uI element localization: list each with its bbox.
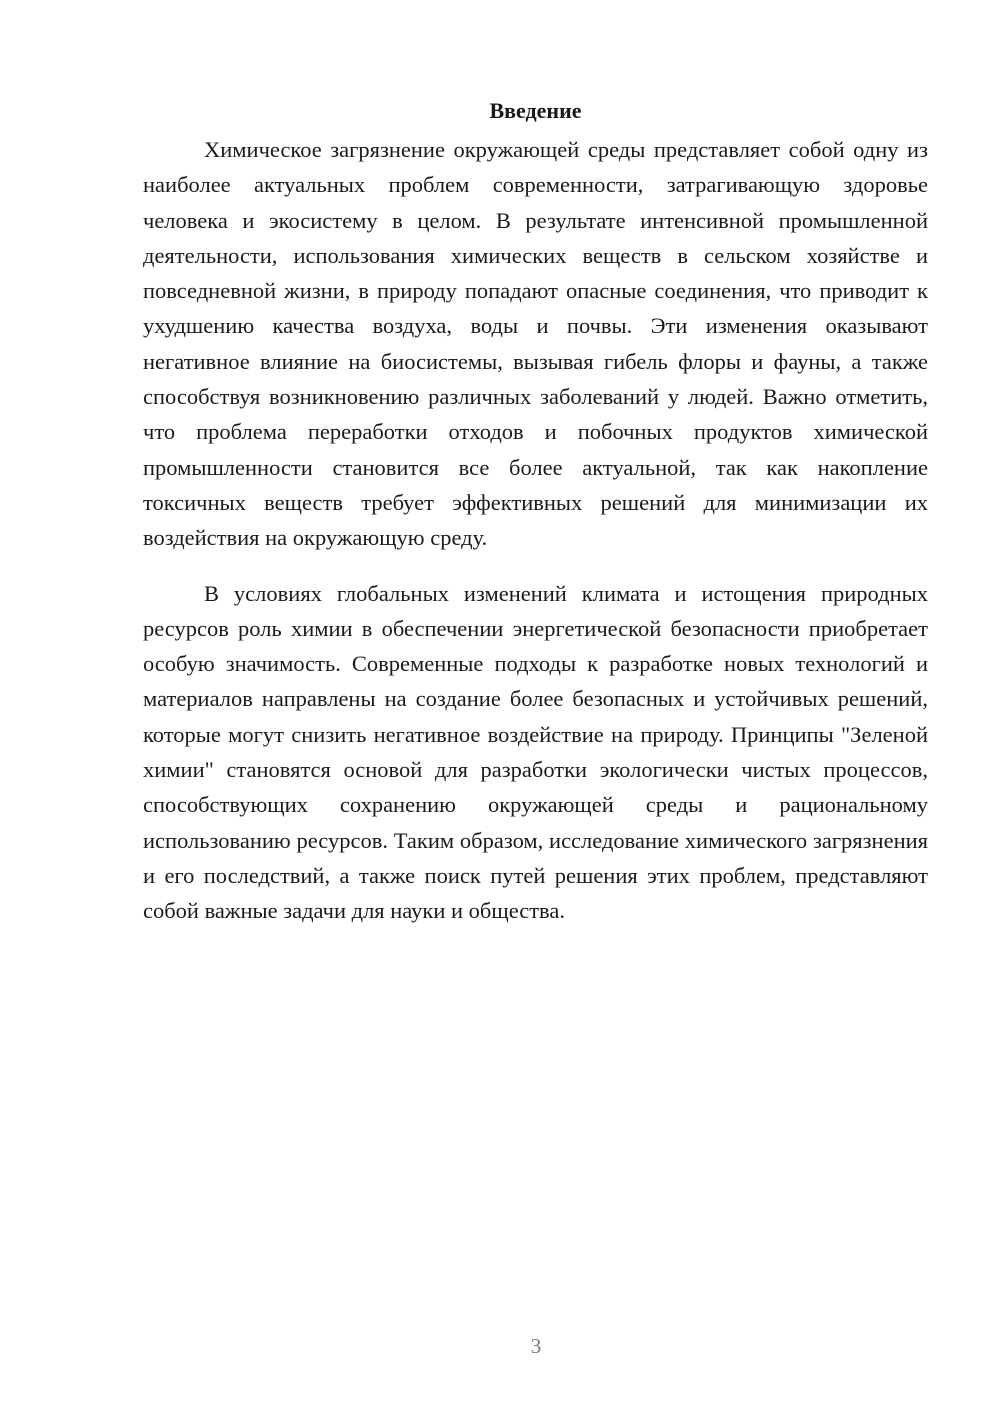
- paragraph-2: В условиях глобальных изменений климата и истощения природных ресурсов роль химии в обеспечении энергетической безопасности приобретает особую значимость. Современные подходы к разработке новых технологий и материалов направлены на создание более безопасных и устойчивых решений, которые могут снизить негативное воздействие на природу. Принципы "Зеленой химии" становятся основой для разработки экологически чистых процессов, способствующих сохранению окружающей среды и рациональному использованию ресурсов. Таким образом, исследование химического загрязнения и его последствий, а также поиск путей решения этих проблем, представляют собой важные задачи для науки и общества.: [143, 580, 928, 924]
- page-number: 3: [530, 1334, 542, 1358]
- section-title: Введение: [489, 98, 582, 123]
- paragraph-1: Химическое загрязнение окружающей среды представляет собой одну из наиболее актуальных проблем современности, затрагивающую здоровье человека и экосистему в целом. В результате интенсивной промышленной деятельности, использования химических веществ в сельском хозяйстве и повседневной жизни, в природу попадают опасные соединения, что приводит к ухудшению качества воздуха, воды и почвы. Эти изменения оказывают негативное влияние на биосистемы, вызывая гибель флоры и фауны, а также способствуя возникновению различных заболеваний у людей. Важно отметить, что проблема переработки отходов и побочных продуктов химической промышленности становится все более актуальной, так как накопление токсичных веществ требует эффективных решений для минимизации их воздействия на окружающую среду.: [143, 137, 928, 551]
- page-content: [143, 96, 928, 929]
